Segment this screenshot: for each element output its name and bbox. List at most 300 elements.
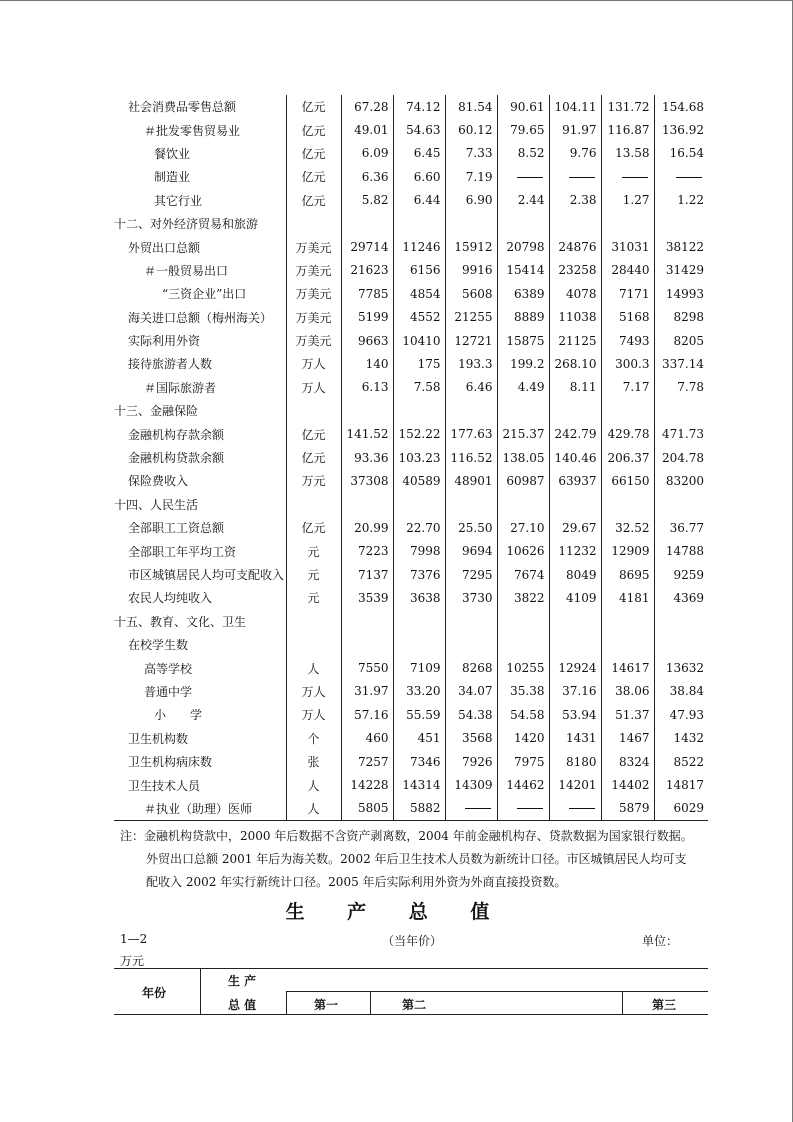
- row-value: 38122: [654, 235, 708, 258]
- table-row: [114, 282, 708, 305]
- table-row: [114, 797, 708, 821]
- row-value: [654, 493, 708, 516]
- row-value: 3730: [445, 586, 497, 609]
- row-value: 27.10: [497, 516, 549, 539]
- table-row: [114, 95, 708, 118]
- row-unit: 个: [286, 727, 341, 750]
- row-value: 54.38: [445, 703, 497, 726]
- row-value: 8298: [654, 306, 708, 329]
- row-value: 6.44: [393, 189, 445, 212]
- row-value: [393, 399, 445, 422]
- row-unit: 万美元: [286, 235, 341, 258]
- row-value: 55.59: [393, 703, 445, 726]
- row-label: 十五、教育、文化、卫生: [114, 614, 247, 629]
- row-label: 外贸出口总额: [128, 240, 201, 255]
- no-data-dash: [622, 177, 648, 178]
- row-value: [341, 633, 393, 656]
- row-unit: 人: [286, 773, 341, 796]
- row-value: 8049: [549, 563, 601, 586]
- row-value: 7257: [341, 750, 393, 773]
- row-value: 8695: [601, 563, 654, 586]
- row-value: 7785: [341, 282, 393, 305]
- row-value: 177.63: [445, 422, 497, 445]
- row-value: 4854: [393, 282, 445, 305]
- row-value: 7.78: [654, 376, 708, 399]
- row-value: 7346: [393, 750, 445, 773]
- row-value: 104.11: [549, 95, 601, 118]
- row-value: [654, 399, 708, 422]
- table-row: [114, 306, 708, 329]
- row-value: [549, 399, 601, 422]
- row-unit: 万人: [286, 352, 341, 375]
- row-value: 215.37: [497, 422, 549, 445]
- header-gdp-line1: 生 产: [228, 974, 257, 988]
- row-value: 79.65: [497, 118, 549, 141]
- row-value: 16.54: [654, 142, 708, 165]
- row-value: [601, 399, 654, 422]
- row-value: 32.52: [601, 516, 654, 539]
- row-value: 6.45: [393, 142, 445, 165]
- table-row: [114, 680, 708, 703]
- table-row: [114, 516, 708, 539]
- header-year: 年份: [142, 986, 167, 1000]
- row-value: [445, 633, 497, 656]
- row-value: [445, 212, 497, 235]
- row-value: 34.07: [445, 680, 497, 703]
- table-row: [114, 399, 708, 422]
- row-value: 1431: [549, 727, 601, 750]
- row-value: 7137: [341, 563, 393, 586]
- row-value: 21623: [341, 259, 393, 282]
- row-value: 206.37: [601, 446, 654, 469]
- price-basis: （当年价）: [382, 934, 443, 948]
- row-value: 3822: [497, 586, 549, 609]
- row-unit: 亿元: [286, 516, 341, 539]
- row-value: 57.16: [341, 703, 393, 726]
- row-unit: 万美元: [286, 282, 341, 305]
- row-value: 7550: [341, 656, 393, 679]
- row-value: 31429: [654, 259, 708, 282]
- row-value: [497, 399, 549, 422]
- row-value: 5882: [393, 797, 445, 821]
- row-value: 12924: [549, 656, 601, 679]
- row-value: 7493: [601, 329, 654, 352]
- row-value: 5.82: [341, 189, 393, 212]
- row-value: 74.12: [393, 95, 445, 118]
- row-label: ＃执业（助理）医师: [114, 797, 286, 821]
- row-value: [601, 493, 654, 516]
- header-gdp-line2: 总 值: [228, 998, 257, 1012]
- row-value: 14314: [393, 773, 445, 796]
- row-value: [341, 610, 393, 633]
- row-unit: 万人: [286, 703, 341, 726]
- row-value: [341, 493, 393, 516]
- note-line-1: 注：金融机构贷款中，2000 年后数据不含资产剥离数，2004 年前金融机构存、贷款数据为国家银行数据。: [120, 829, 693, 843]
- row-value: 7998: [393, 539, 445, 562]
- row-value: 6.36: [341, 165, 393, 188]
- row-label: 小 学: [154, 708, 203, 723]
- row-unit: 万美元: [286, 329, 341, 352]
- statistics-table: [114, 95, 708, 821]
- gdp-table-header: [114, 968, 708, 1015]
- row-value: 337.14: [654, 352, 708, 375]
- no-data-dash: [676, 177, 702, 178]
- row-unit: 元: [286, 586, 341, 609]
- row-value: 6389: [497, 282, 549, 305]
- row-value: 9.76: [549, 142, 601, 165]
- row-value: [393, 493, 445, 516]
- header-divider: [286, 991, 287, 1014]
- table-row: [114, 446, 708, 469]
- row-value: 140.46: [549, 446, 601, 469]
- row-value: 175: [393, 352, 445, 375]
- row-label: 金融机构贷款余额: [128, 451, 225, 466]
- row-unit: 万美元: [286, 259, 341, 282]
- row-label: 海关进口总额（梅州海关）: [128, 310, 273, 325]
- row-unit: 人: [286, 797, 341, 821]
- row-value: 8522: [654, 750, 708, 773]
- row-value: 3539: [341, 586, 393, 609]
- row-unit: 亿元: [286, 118, 341, 141]
- row-value: 152.22: [393, 422, 445, 445]
- row-value: 7926: [445, 750, 497, 773]
- row-value: 1420: [497, 727, 549, 750]
- row-label: 社会消费品零售总额: [128, 100, 237, 115]
- row-value: 5879: [601, 797, 654, 821]
- table-row: [114, 142, 708, 165]
- row-value: 13632: [654, 656, 708, 679]
- row-value: 33.20: [393, 680, 445, 703]
- row-value: 116.87: [601, 118, 654, 141]
- row-value: 14617: [601, 656, 654, 679]
- row-value: [393, 610, 445, 633]
- row-label: 农民人均纯收入: [128, 591, 213, 606]
- row-label: 十四、人民生活: [114, 497, 199, 512]
- header-divider: [370, 991, 371, 1014]
- row-value: [654, 633, 708, 656]
- row-unit: [286, 633, 341, 656]
- unit-label: 单位：: [642, 934, 679, 948]
- row-value: 63937: [549, 469, 601, 492]
- row-label: 普通中学: [144, 684, 193, 699]
- no-data-dash: [569, 808, 595, 809]
- row-label: 其它行业: [154, 193, 203, 208]
- row-value: 81.54: [445, 95, 497, 118]
- row-value: 242.79: [549, 422, 601, 445]
- row-value: 14201: [549, 773, 601, 796]
- row-value: 1.27: [601, 189, 654, 212]
- row-label: 在校学生数: [128, 638, 189, 653]
- row-value: [601, 165, 654, 188]
- table-row: [114, 539, 708, 562]
- row-value: 66150: [601, 469, 654, 492]
- row-value: 35.38: [497, 680, 549, 703]
- row-value: 116.52: [445, 446, 497, 469]
- row-label: 实际利用外资: [128, 334, 201, 349]
- row-value: 48901: [445, 469, 497, 492]
- row-value: 49.01: [341, 118, 393, 141]
- row-value: 7.17: [601, 376, 654, 399]
- row-value: 131.72: [601, 95, 654, 118]
- row-value: 51.37: [601, 703, 654, 726]
- note-line-3: 配收入 2002 年实行新统计口径。2005 年后实际利用外资为外商直接投资数。: [146, 875, 567, 889]
- row-value: 6029: [654, 797, 708, 821]
- table-row: [114, 352, 708, 375]
- no-data-dash: [517, 808, 543, 809]
- row-value: 140: [341, 352, 393, 375]
- row-value: [445, 610, 497, 633]
- row-value: 9694: [445, 539, 497, 562]
- row-unit: 人: [286, 656, 341, 679]
- row-value: 10410: [393, 329, 445, 352]
- row-unit: [286, 610, 341, 633]
- row-value: 67.28: [341, 95, 393, 118]
- table-row: [114, 563, 708, 586]
- row-label: 市区城镇居民人均可支配收入: [128, 568, 285, 582]
- row-value: 4552: [393, 306, 445, 329]
- row-value: [601, 633, 654, 656]
- row-value: 4.49: [497, 376, 549, 399]
- row-unit: 万人: [286, 680, 341, 703]
- table-row: [114, 656, 708, 679]
- row-value: [341, 212, 393, 235]
- row-value: [497, 610, 549, 633]
- row-value: 138.05: [497, 446, 549, 469]
- row-value: [549, 633, 601, 656]
- row-value: 54.58: [497, 703, 549, 726]
- row-value: 3568: [445, 727, 497, 750]
- row-value: 23258: [549, 259, 601, 282]
- row-value: 6.09: [341, 142, 393, 165]
- row-label: ＃批发零售贸易业: [144, 123, 241, 138]
- row-value: 8324: [601, 750, 654, 773]
- no-data-dash: [569, 177, 595, 178]
- row-value: 193.3: [445, 352, 497, 375]
- row-value: 7109: [393, 656, 445, 679]
- row-label: 全部职工年平均工资: [128, 544, 237, 559]
- row-label: ＃国际旅游者: [144, 380, 217, 395]
- table-row: [114, 750, 708, 773]
- row-value: 14788: [654, 539, 708, 562]
- row-value: 7171: [601, 282, 654, 305]
- row-value: 20.99: [341, 516, 393, 539]
- no-data-dash: [517, 177, 543, 178]
- row-value: 36.77: [654, 516, 708, 539]
- header-secondary-industry: 第二: [402, 998, 427, 1012]
- row-value: 38.06: [601, 680, 654, 703]
- row-label: 十二、对外经济贸易和旅游: [114, 217, 259, 232]
- row-value: [549, 165, 601, 188]
- row-value: 54.63: [393, 118, 445, 141]
- row-value: 8.11: [549, 376, 601, 399]
- row-value: 300.3: [601, 352, 654, 375]
- row-value: 5805: [341, 797, 393, 821]
- table-row: [114, 189, 708, 212]
- row-label: 十三、金融保险: [114, 404, 199, 419]
- row-value: 40589: [393, 469, 445, 492]
- header-primary-industry: 第一: [314, 998, 339, 1012]
- table-row: [114, 118, 708, 141]
- row-value: 1432: [654, 727, 708, 750]
- row-value: 7975: [497, 750, 549, 773]
- table-row: [114, 727, 708, 750]
- row-value: 5608: [445, 282, 497, 305]
- table-row: [114, 422, 708, 445]
- row-unit: 亿元: [286, 189, 341, 212]
- row-value: 6.46: [445, 376, 497, 399]
- row-value: 53.94: [549, 703, 601, 726]
- table-row: [114, 586, 708, 609]
- row-value: 25.50: [445, 516, 497, 539]
- table-notes: [120, 825, 710, 894]
- row-value: 8.52: [497, 142, 549, 165]
- row-value: 5168: [601, 306, 654, 329]
- row-value: 29714: [341, 235, 393, 258]
- table-row: [114, 703, 708, 726]
- row-value: 1467: [601, 727, 654, 750]
- row-value: 14462: [497, 773, 549, 796]
- row-value: 8205: [654, 329, 708, 352]
- row-unit: 亿元: [286, 95, 341, 118]
- table-row: [114, 610, 708, 633]
- row-value: 91.97: [549, 118, 601, 141]
- row-label: 制造业: [154, 170, 191, 185]
- table-row: [114, 376, 708, 399]
- row-value: 6.60: [393, 165, 445, 188]
- row-value: 103.23: [393, 446, 445, 469]
- row-value: 28440: [601, 259, 654, 282]
- row-value: 199.2: [497, 352, 549, 375]
- row-label: 全部职工工资总额: [128, 521, 225, 536]
- row-value: 4369: [654, 586, 708, 609]
- row-unit: 亿元: [286, 422, 341, 445]
- row-value: [497, 165, 549, 188]
- table-row: [114, 235, 708, 258]
- row-label: 餐饮业: [154, 146, 191, 161]
- row-label: “三资企业”出口: [162, 287, 247, 302]
- row-value: 47.93: [654, 703, 708, 726]
- row-value: 15414: [497, 259, 549, 282]
- table-row: [114, 329, 708, 352]
- row-value: [497, 493, 549, 516]
- row-value: [445, 493, 497, 516]
- header-tertiary-industry: 第三: [652, 998, 677, 1012]
- header-divider: [622, 991, 623, 1014]
- row-value: 460: [341, 727, 393, 750]
- row-label: 卫生技术人员: [128, 778, 201, 793]
- row-value: 8889: [497, 306, 549, 329]
- row-value: 2.38: [549, 189, 601, 212]
- row-label: 接待旅游者人数: [128, 357, 213, 372]
- row-value: 4109: [549, 586, 601, 609]
- row-value: [654, 610, 708, 633]
- row-value: [549, 610, 601, 633]
- row-value: 8268: [445, 656, 497, 679]
- row-value: 20798: [497, 235, 549, 258]
- row-value: 1.22: [654, 189, 708, 212]
- row-value: 31031: [601, 235, 654, 258]
- row-value: 60.12: [445, 118, 497, 141]
- row-value: 471.73: [654, 422, 708, 445]
- row-value: 10255: [497, 656, 549, 679]
- row-value: 204.78: [654, 446, 708, 469]
- row-unit: 元: [286, 563, 341, 586]
- row-value: 136.92: [654, 118, 708, 141]
- table-number: 1—2: [120, 932, 148, 946]
- row-value: 14402: [601, 773, 654, 796]
- row-value: 24876: [549, 235, 601, 258]
- row-value: 11232: [549, 539, 601, 562]
- row-unit: 万元: [286, 469, 341, 492]
- row-value: 7223: [341, 539, 393, 562]
- page-border-top: [0, 0, 793, 1]
- row-value: [654, 212, 708, 235]
- row-value: 14309: [445, 773, 497, 796]
- table-row: [114, 212, 708, 235]
- table-row: [114, 259, 708, 282]
- row-value: [393, 633, 445, 656]
- row-unit: [286, 493, 341, 516]
- row-unit: 亿元: [286, 165, 341, 188]
- row-value: 12721: [445, 329, 497, 352]
- table-row: [114, 773, 708, 796]
- row-value: [654, 165, 708, 188]
- row-value: 10626: [497, 539, 549, 562]
- row-value: 12909: [601, 539, 654, 562]
- row-value: 8180: [549, 750, 601, 773]
- row-value: 268.10: [549, 352, 601, 375]
- row-unit: 亿元: [286, 142, 341, 165]
- table-row: [114, 493, 708, 516]
- row-value: 14993: [654, 282, 708, 305]
- row-value: [393, 212, 445, 235]
- row-value: 60987: [497, 469, 549, 492]
- row-value: 154.68: [654, 95, 708, 118]
- table-row: [114, 469, 708, 492]
- row-value: 83200: [654, 469, 708, 492]
- row-label: 保险费收入: [128, 474, 189, 489]
- row-value: 93.36: [341, 446, 393, 469]
- table-row: [114, 633, 708, 656]
- row-value: [445, 399, 497, 422]
- row-value: 11038: [549, 306, 601, 329]
- row-value: 7295: [445, 563, 497, 586]
- row-value: 6.13: [341, 376, 393, 399]
- row-label: ＃一般贸易出口: [144, 263, 229, 278]
- row-value: 37308: [341, 469, 393, 492]
- row-value: [341, 399, 393, 422]
- row-unit: 万美元: [286, 306, 341, 329]
- row-unit: [286, 212, 341, 235]
- row-unit: 元: [286, 539, 341, 562]
- row-value: 141.52: [341, 422, 393, 445]
- row-value: 9916: [445, 259, 497, 282]
- row-value: 4078: [549, 282, 601, 305]
- row-value: 7.19: [445, 165, 497, 188]
- row-value: [445, 797, 497, 821]
- row-value: 21255: [445, 306, 497, 329]
- row-value: [549, 212, 601, 235]
- row-unit: 万人: [286, 376, 341, 399]
- row-value: 9663: [341, 329, 393, 352]
- row-value: 429.78: [601, 422, 654, 445]
- row-unit: 亿元: [286, 446, 341, 469]
- row-value: [601, 212, 654, 235]
- row-value: 11246: [393, 235, 445, 258]
- row-value: 7376: [393, 563, 445, 586]
- row-label: 金融机构存款余额: [128, 427, 225, 442]
- row-unit: [286, 399, 341, 422]
